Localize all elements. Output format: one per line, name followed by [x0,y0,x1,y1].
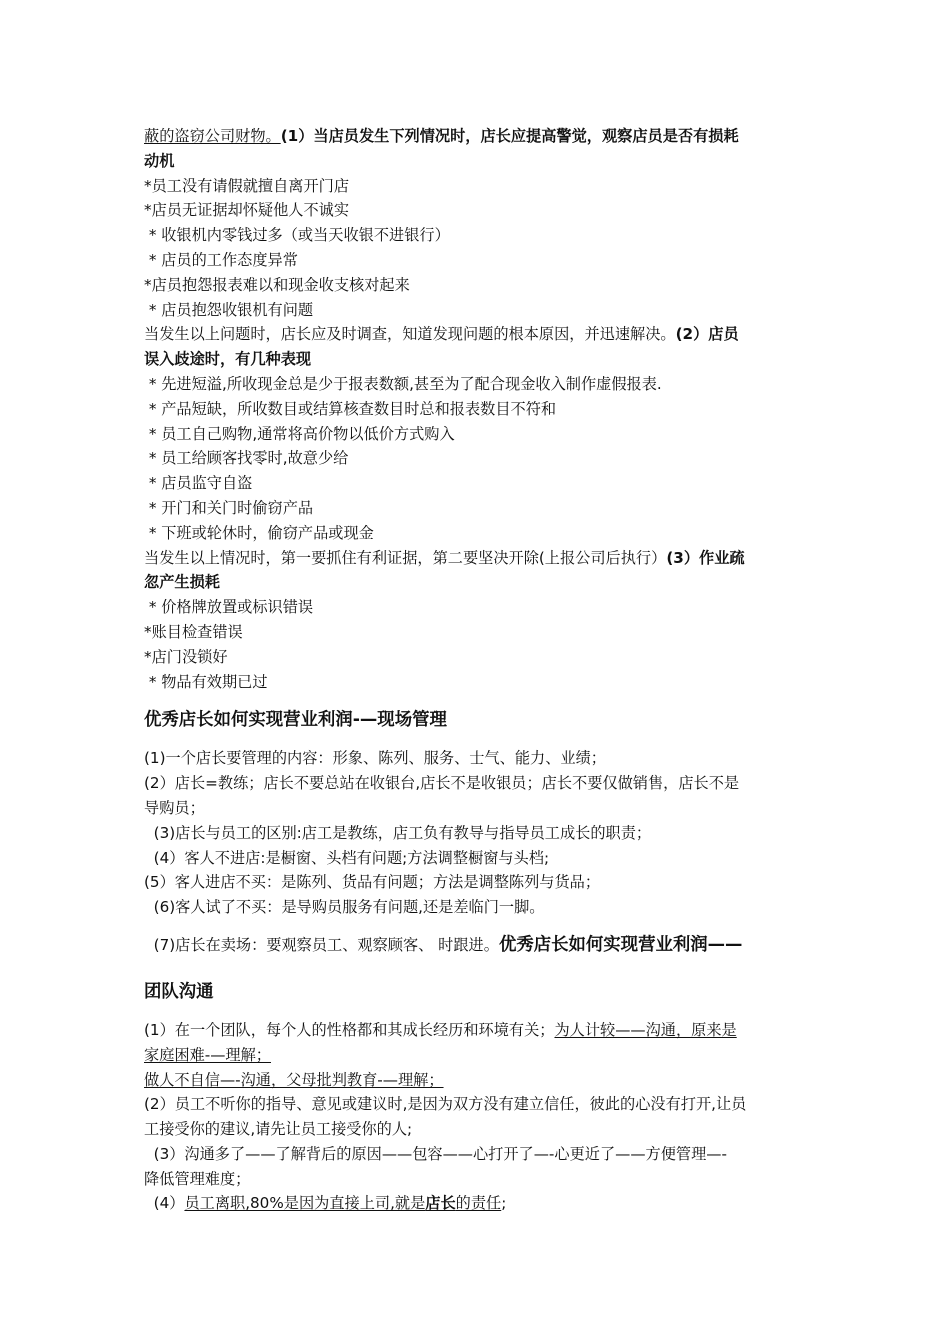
bold-heading-text: 误入歧途时，有几种表现 [144,350,312,369]
text-line: (3）沟通多了——了解背后的原因——包容——心打开了—-心更近了——方便管理—- [144,1144,727,1163]
list-item: * 先进短溢,所收现金总是少于报表数额,甚至为了配合现金收入制作虚假报表. [144,374,662,393]
bold-heading-text: (2）店员 [675,325,739,344]
text-line: (3)店长与员工的区别:店工是教练，店工负有教导与指导员工成长的职责； [144,823,652,842]
text-line [144,546,809,571]
list-item: * 物品有效期已过 [144,672,268,691]
text-line: (1)一个店长要管理的内容：形象、陈列、服务、士气、能力、业绩； [144,749,606,768]
paragraph-text: (7)店长在卖场：要观察员工、观察顾客、 时跟进。 [144,935,499,954]
bold-heading-text: 动机 [144,151,175,170]
list-item: * 店员监守自盗 [144,474,253,493]
list-item: *店员抱怨报表难以和现金收支核对起来 [144,275,410,294]
list-item: * 店员的工作态度异常 [144,250,298,269]
list-item: * 下班或轮休时，偷窃产品或现金 [144,523,374,542]
underlined-text: 做人不自信—-沟通，父母批判教育-—理解； [144,1070,444,1089]
list-item: * 收银机内零钱过多（或当天收银不进银行） [144,226,450,245]
list-item: * 产品短缺，所收数目或结算核查数目时总和报表数目不符和 [144,399,557,418]
text-line [144,322,809,347]
text-line [144,124,809,149]
paragraph-text: (1）在一个团队，每个人的性格都和其成长经历和环境有关； [144,1020,555,1039]
underlined-text: 员工离职,80%是因为直接上司,就是 [184,1194,426,1213]
text-line: (2）员工不听你的指导、意见或建议时,是因为双方没有建立信任，彼此的心没有打开,让员 [144,1095,747,1114]
text-line: 工接受你的建议,请先让员工接受你的人; [144,1120,413,1139]
section-heading: 优秀店长如何实现营业利润—— [498,934,743,955]
text-line: 导购员； [144,798,205,817]
text-line: (6)客人试了不买：是导购员服务有问题,还是差临门一脚。 [144,898,545,917]
list-item: *账目检查错误 [144,622,243,641]
list-item: *店门没锁好 [144,647,228,666]
bold-heading-text: (3）作业疏 [666,548,745,567]
text-line: (2）店长=教练；店长不要总站在收银台,店长不是收银员；店长不要仅做销售，店长不是 [144,774,740,793]
text-line [144,930,809,960]
underlined-text: 的责任 [455,1194,502,1213]
list-item: * 员工给顾客找零时,故意少给 [144,449,349,468]
text-line [144,1018,809,1043]
underlined-bold-text: 店长 [425,1194,456,1213]
text-line: (4）客人不进店:是橱窗、头档有问题;方法调整橱窗与头档; [144,848,550,867]
bold-heading-text: 忽产生损耗 [144,573,220,592]
section-heading: 优秀店长如何实现营业利润-—现场管理 [144,710,447,731]
list-item: * 店员抱怨收银机有问题 [144,300,314,319]
underlined-text: 家庭困难-—理解； [144,1045,271,1064]
list-item: *店员无证据却怀疑他人不诚实 [144,201,350,220]
paragraph-text: 当发生以上情况时，第一要抓住有利证据，第二要坚决开除(上报公司后执行） [144,548,667,567]
list-item: * 员工自己购物,通常将高价物以低价方式购入 [144,424,455,443]
bold-heading-text: (1）当店员发生下列情况时，店长应提高警觉，观察店员是否有损耗 [280,127,739,145]
paragraph-text: ; [501,1194,507,1213]
underlined-text: 蔽的盗窃公司财物。 [144,127,281,145]
text-line [144,1191,809,1216]
list-item: * 价格牌放置或标识错误 [144,598,314,617]
list-item: * 开门和关门时偷窃产品 [144,498,314,517]
paragraph-text: (4） [144,1194,185,1213]
text-line: 降低管理难度； [144,1169,251,1188]
paragraph-text: 当发生以上问题时，店长应及时调查，知道发现问题的根本原因，并迅速解决。 [144,325,676,344]
section-heading: 团队沟通 [144,981,214,1002]
underlined-text: 为人计较——沟通，原来是 [554,1020,737,1039]
document-body [144,124,809,1216]
text-line: (5）客人进店不买：是陈列、货品有问题；方法是调整陈列与货品； [144,873,601,892]
list-item: *员工没有请假就擅自离开门店 [144,176,350,195]
